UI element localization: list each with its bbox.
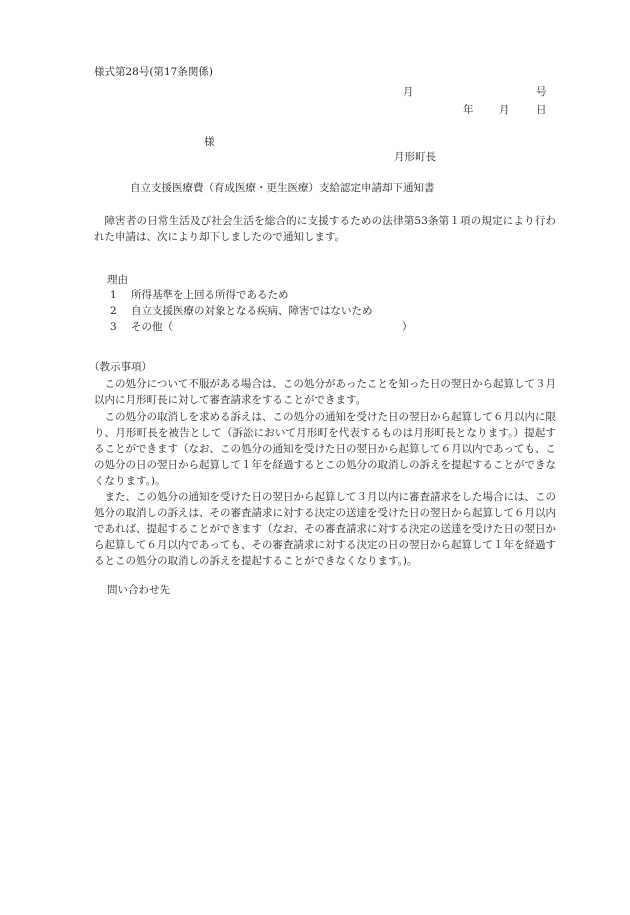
- recipient-suffix: 様: [204, 136, 215, 148]
- notice-paragraph: また、この処分の通知を受けた日の翌日から起算して３月以内に審査請求をした場合には、この処分の取消しの訴えは、その審査請求に対する決定の送達を受けた日の翌日から起算して６月以内であれば、提起することができます（なお、その審査請求に対する決定の送達を受けた日の翌日から起算して６月以内であっても、その審査請求に対する決定の日の翌日から起算して１年を経過するとこの処分の取消しの訴えを提起することができなくなります。)。: [94, 491, 556, 567]
- reason-item: [110, 290, 430, 304]
- notice-paragraph: この処分の取消しを求める訴えは、この処分の通知を受けた日の翌日から起算して６月以内に限り、月形町長を被告として（訴訟において月形町を代表するものは月形町長となります。）提起することができます（なお、この処分の通知を受けた日の翌日から起算して６月以内であっても、この処分の日の翌日から起算して１年を経過するとこの処分の取消しの訴えを提起することができなくなります。)。: [94, 411, 556, 487]
- inquiry-label: 問い合わせ先: [107, 584, 170, 596]
- form-number-label: 様式第28号(第17条関係): [94, 66, 213, 78]
- date-day-label: 日: [536, 104, 547, 116]
- date-month-label: 月: [499, 104, 510, 116]
- intro-paragraph: 障害者の日常生活及び社会生活を総合的に支援するための法律第53条第１項の規定により行われた申請は、次により却下しましたので通知します。: [94, 215, 556, 243]
- reason-text: 自立支援医療の対象となる疾病、障害ではないため: [131, 305, 373, 317]
- reason-item: [110, 322, 430, 336]
- reason-text: その他（: [131, 321, 173, 333]
- document-number-line: [0, 87, 630, 101]
- document-date-line: [0, 105, 630, 119]
- reason-other-close-paren: ）: [402, 321, 413, 333]
- notice-paragraph: この処分について不服がある場合は、この処分があったことを知った日の翌日から起算して３月以内に月形町長に対して審査請求をすることができます。: [94, 378, 556, 406]
- reason-number: 1: [110, 289, 117, 301]
- reason-heading: 理由: [107, 274, 128, 286]
- date-year-label: 年: [463, 104, 474, 116]
- document-title: 自立支援医療費（育成医療・更生医療）支給認定申請却下通知書: [130, 182, 435, 194]
- reason-number: 2: [110, 305, 117, 317]
- notice-heading: （教示事項）: [89, 361, 152, 373]
- issuer-name: 月形町長: [394, 151, 436, 163]
- reason-number: 3: [110, 321, 117, 333]
- document-number-suffix: 号: [536, 86, 547, 98]
- document-number-month: 月: [403, 86, 414, 98]
- reason-item: [110, 306, 430, 320]
- reason-text: 所得基準を上回る所得であるため: [131, 289, 289, 301]
